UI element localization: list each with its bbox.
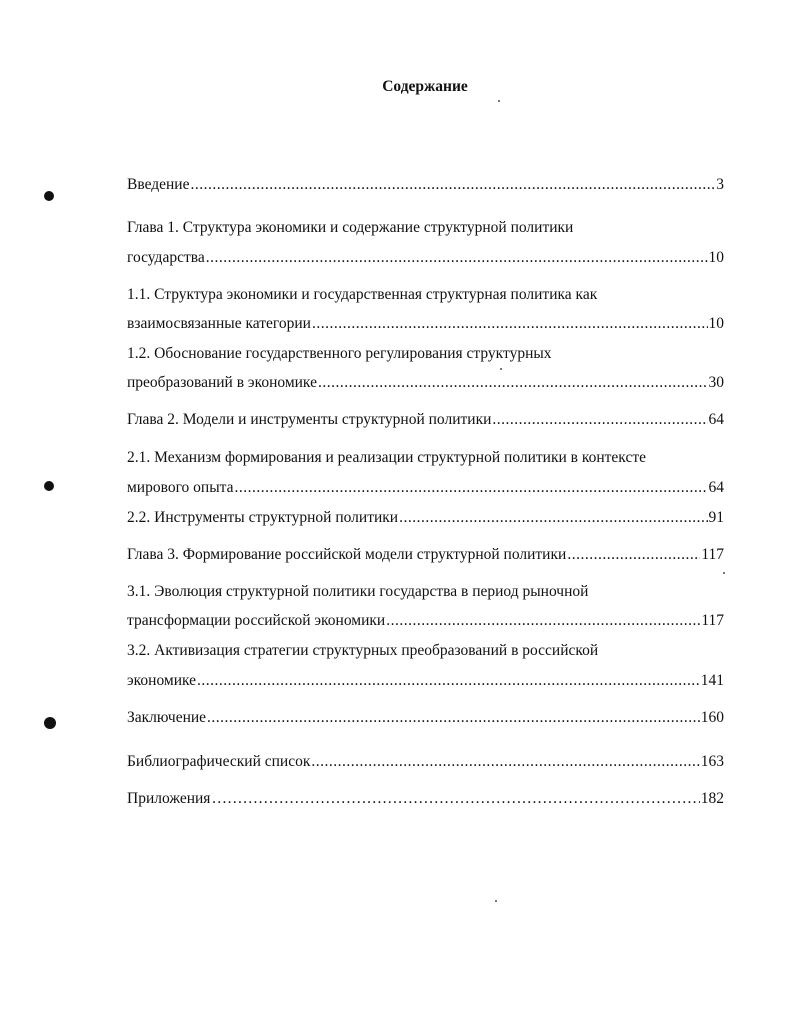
toc-page-number: 160 xyxy=(700,709,724,726)
dot-leader xyxy=(318,372,708,394)
toc-entry-chapter-3[interactable] xyxy=(127,544,724,566)
toc-entry-text: 1.2. Обоснование государственного регулирования структурных xyxy=(127,345,552,362)
toc-entry-text: Глава 2. Модели и инструменты структурной политики xyxy=(127,411,492,428)
punch-hole-mark xyxy=(44,191,54,201)
toc-entry-bibliography[interactable] xyxy=(127,751,724,773)
toc-page-number: 10 xyxy=(708,249,724,266)
toc-entry-section-1-1-line1[interactable] xyxy=(127,284,724,306)
dot-leader xyxy=(207,707,700,729)
toc-entry-text: взаимосвязанные категории xyxy=(127,315,311,332)
toc-entry-text: экономике xyxy=(127,672,197,689)
toc-entry-text: 3.2. Активизация стратегии структурных преобразований в российской xyxy=(127,642,599,659)
punch-hole-mark xyxy=(44,481,54,491)
dot-leader xyxy=(399,507,707,529)
toc-entry-chapter-2[interactable] xyxy=(127,409,724,431)
toc-entry-chapter-1-line2[interactable] xyxy=(127,247,724,269)
dot-leader xyxy=(206,247,708,269)
page-title: Содержание xyxy=(382,78,468,95)
toc-page-number: 117 xyxy=(701,612,724,629)
toc-entry-text: Введение xyxy=(127,176,190,193)
toc-entry-section-3-2-line2[interactable] xyxy=(127,670,724,692)
toc-page-number: 91 xyxy=(708,509,724,526)
dot-leader xyxy=(492,409,707,431)
toc-entry-section-3-2-line1[interactable] xyxy=(127,640,724,662)
toc-entry-conclusion[interactable] xyxy=(127,707,724,729)
toc-entry-text: 2.2. Инструменты структурной политики xyxy=(127,509,399,526)
toc-page-number: 64 xyxy=(708,479,724,496)
toc-entry-section-1-2-line2[interactable] xyxy=(127,372,724,394)
toc-page-number: 3 xyxy=(716,176,724,193)
toc-entry-text: Приложения xyxy=(127,790,211,807)
punch-hole-mark xyxy=(44,717,56,729)
toc-page-number: 117 xyxy=(701,546,724,563)
toc-page-number: 163 xyxy=(700,753,724,770)
dot-leader xyxy=(234,477,707,499)
dot-leader xyxy=(386,610,700,632)
dot-leader xyxy=(190,174,715,196)
dot-leader xyxy=(311,751,699,773)
toc-entry-text: Библиографический список xyxy=(127,753,311,770)
dot-leader xyxy=(197,670,700,692)
toc-entry-text: Глава 1. Структура экономики и содержание структурной политики xyxy=(127,219,574,236)
toc-entry-section-2-2[interactable] xyxy=(127,507,724,529)
toc-entry-section-3-1-line2[interactable] xyxy=(127,610,724,632)
toc-entry-section-2-1-line2[interactable] xyxy=(127,477,724,499)
dot-leader xyxy=(312,313,708,335)
scan-speck xyxy=(723,572,725,574)
toc-entry-section-3-1-line1[interactable] xyxy=(127,581,724,603)
toc-entry-text: трансформации российской экономики xyxy=(127,612,386,629)
toc-entry-text: Глава 3. Формирование российской модели структурной политики xyxy=(127,546,567,563)
scan-speck xyxy=(500,368,502,370)
toc-entry-text: 2.1. Механизм формирования и реализации структурной политики в контексте xyxy=(127,449,646,466)
toc-entry-text: 1.1. Структура экономики и государственная структурная политика как xyxy=(127,286,598,303)
toc-entry-introduction[interactable] xyxy=(127,174,724,196)
toc-entry-section-1-1-line2[interactable] xyxy=(127,313,724,335)
toc-entry-section-2-1-line1[interactable] xyxy=(127,447,724,469)
scan-speck xyxy=(498,100,500,102)
toc-entry-text: 3.1. Эволюция структурной политики государства в период рыночной xyxy=(127,583,589,600)
toc-entry-chapter-1-line1[interactable] xyxy=(127,217,724,239)
toc-page-number: 10 xyxy=(708,315,724,332)
toc-entry-text: мирового опыта xyxy=(127,479,234,496)
toc-entry-text: преобразований в экономике xyxy=(127,374,317,391)
toc-page-number: 30 xyxy=(708,374,724,391)
toc-entry-text: государства xyxy=(127,249,205,266)
dot-leader xyxy=(567,544,700,566)
toc-page-number: 64 xyxy=(708,411,724,428)
toc-entry-section-1-2-line1[interactable] xyxy=(127,343,724,365)
toc-entry-appendices[interactable] xyxy=(127,788,724,810)
toc-entry-text: Заключение xyxy=(127,709,207,726)
toc-page-number: 182 xyxy=(700,790,724,807)
toc-page-number: 141 xyxy=(700,672,724,689)
dot-leader xyxy=(211,788,699,810)
scan-speck xyxy=(495,900,497,902)
